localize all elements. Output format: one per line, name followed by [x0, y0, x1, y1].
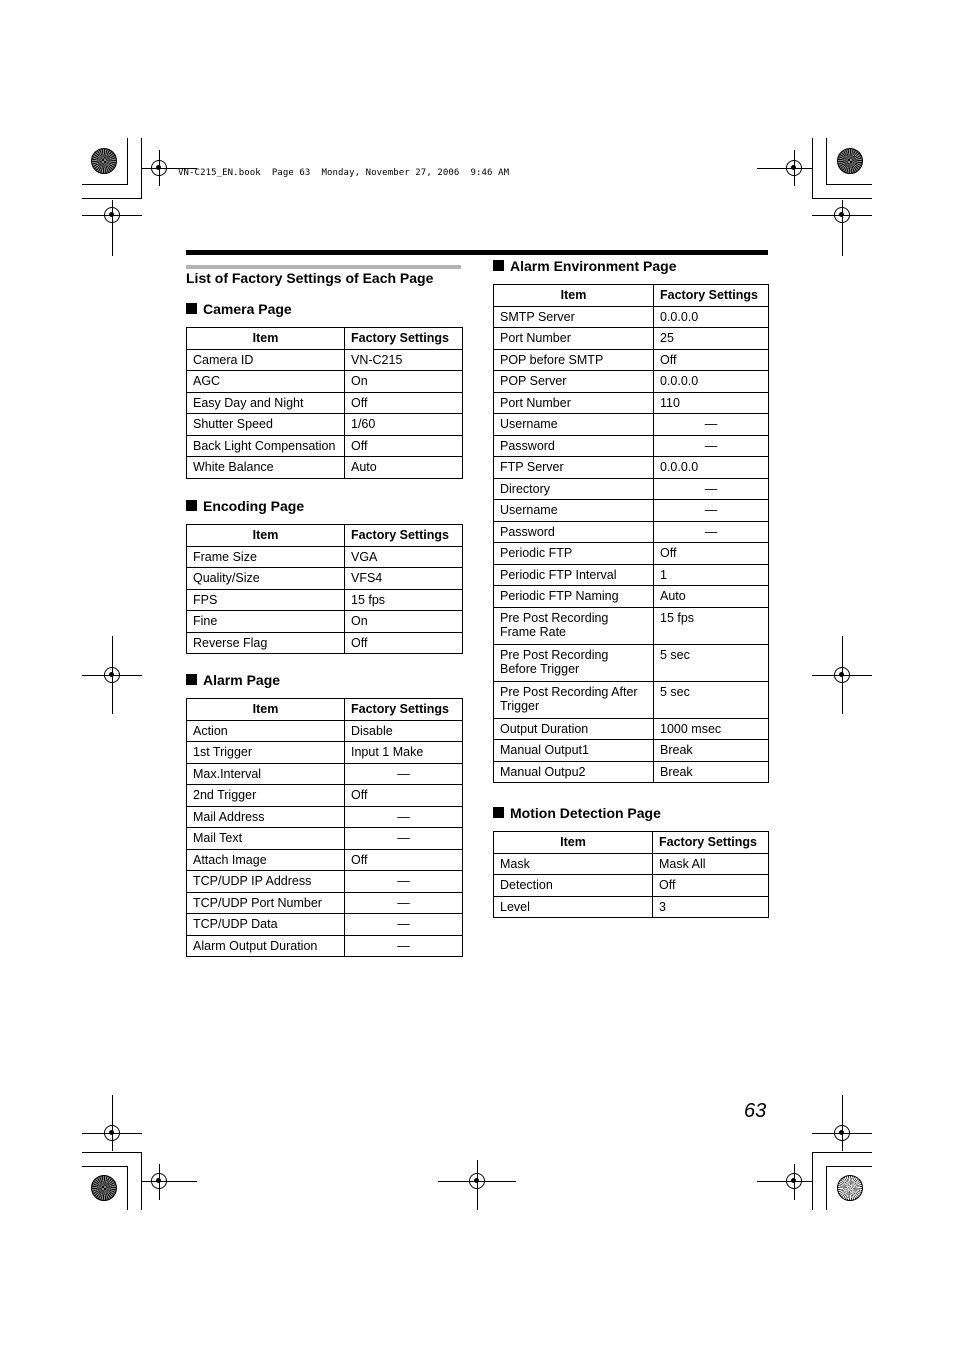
table-row [494, 586, 769, 608]
square-bullet-icon [186, 303, 197, 314]
crop-line [826, 1166, 827, 1210]
table-row [187, 849, 463, 871]
alarm-env-section-heading [493, 258, 677, 274]
factory-setting-cell: 15 fps [654, 607, 769, 644]
crop-line [112, 200, 113, 256]
crop-line [112, 636, 113, 714]
factory-setting-cell: — [345, 828, 463, 850]
crop-line [826, 1166, 872, 1167]
table-row [187, 546, 463, 568]
item-cell: Periodic FTP [494, 543, 654, 565]
item-cell: Port Number [494, 328, 654, 350]
factory-setting-cell: VFS4 [345, 568, 463, 590]
factory-setting-cell: Break [654, 761, 769, 783]
camera-table-body [187, 349, 463, 478]
item-line: Pre Post Recording [500, 647, 609, 662]
motion-section-title: Motion Detection Page [510, 805, 661, 821]
crop-line [142, 1181, 197, 1182]
crop-line [757, 168, 812, 169]
table-row [187, 349, 463, 371]
item-line: Before Trigger [500, 661, 580, 676]
crop-line [159, 1164, 160, 1200]
factory-setting-cell: Off [345, 392, 463, 414]
top-rule [186, 250, 768, 255]
camera-section-title: Camera Page [203, 301, 292, 317]
square-bullet-icon [493, 807, 504, 818]
table-row [187, 457, 463, 479]
encoding-settings-table [186, 524, 463, 654]
item-cell: TCP/UDP IP Address [187, 871, 345, 893]
encoding-section-heading [186, 498, 304, 514]
item-cell: Max.Interval [187, 763, 345, 785]
item-cell: Camera ID [187, 349, 345, 371]
factory-settings-column-header: Factory Settings [653, 832, 769, 854]
table-row [187, 935, 463, 957]
item-line: Frame Rate [500, 624, 566, 639]
table-row [187, 806, 463, 828]
factory-setting-cell: 0.0.0.0 [654, 457, 769, 479]
item-cell: Output Duration [494, 718, 654, 740]
table-row [494, 543, 769, 565]
item-cell: Directory [494, 478, 654, 500]
factory-setting-cell: Off [345, 849, 463, 871]
factory-setting-cell: Off [345, 632, 463, 654]
item-cell: Detection [494, 875, 653, 897]
table-row [494, 457, 769, 479]
item-cell: Username [494, 414, 654, 436]
table-row [494, 607, 769, 644]
item-cell: AGC [187, 371, 345, 393]
item-line: Pre Post Recording After [500, 684, 638, 699]
alarm-env-table-body [494, 306, 769, 783]
page-title: List of Factory Settings of Each Page [186, 270, 434, 286]
factory-setting-cell: 3 [653, 896, 769, 918]
crop-line [842, 200, 843, 256]
book-header: VN-C215_EN.book Page 63 Monday, November 27, 2006 9:46 AM [178, 168, 510, 178]
factory-setting-cell: — [345, 871, 463, 893]
factory-setting-cell: Mask All [653, 853, 769, 875]
table-row [187, 871, 463, 893]
factory-setting-cell: — [345, 935, 463, 957]
camera-section-heading [186, 301, 292, 317]
motion-table-body [494, 853, 769, 918]
crop-line [826, 184, 872, 185]
alarm-section-title: Alarm Page [203, 672, 281, 688]
table-row [494, 435, 769, 457]
factory-setting-cell: 0.0.0.0 [654, 371, 769, 393]
crop-line [812, 1152, 813, 1210]
table-row [494, 564, 769, 586]
item-cell: Manual Outpu2 [494, 761, 654, 783]
crop-line [112, 1095, 113, 1151]
table-row [494, 414, 769, 436]
table-row [494, 740, 769, 762]
item-cell: FTP Server [494, 457, 654, 479]
factory-setting-cell: Off [345, 435, 463, 457]
factory-setting-cell: Off [653, 875, 769, 897]
item-cell: 1st Trigger [187, 742, 345, 764]
item-cell: Back Light Compensation [187, 435, 345, 457]
factory-setting-cell: Input 1 Make [345, 742, 463, 764]
table-row [494, 853, 769, 875]
factory-setting-cell: Auto [345, 457, 463, 479]
color-wheel-icon [91, 148, 117, 174]
crop-line [159, 150, 160, 186]
factory-setting-cell: — [345, 763, 463, 785]
crop-line [82, 1166, 128, 1167]
table-row [187, 763, 463, 785]
crop-line [794, 150, 795, 186]
table-row [494, 718, 769, 740]
item-line: Pre Post Recording [500, 610, 609, 625]
item-cell: Periodic FTP Interval [494, 564, 654, 586]
page-number: 63 [744, 1100, 767, 1122]
item-cell: Mail Text [187, 828, 345, 850]
table-row [494, 500, 769, 522]
item-cell: Frame Size [187, 546, 345, 568]
table-row [187, 371, 463, 393]
factory-setting-cell: 1/60 [345, 414, 463, 436]
color-wheel-icon [837, 1175, 863, 1201]
factory-setting-cell: 15 fps [345, 589, 463, 611]
alarm-env-settings-table [493, 284, 769, 783]
factory-setting-cell: Disable [345, 720, 463, 742]
crop-line [127, 138, 128, 184]
encoding-table-body [187, 546, 463, 654]
factory-settings-column-header: Factory Settings [345, 328, 463, 350]
item-cell: Fine [187, 611, 345, 633]
item-cell: Alarm Output Duration [187, 935, 345, 957]
table-row [494, 681, 769, 718]
item-cell [494, 681, 654, 718]
factory-setting-cell: VGA [345, 546, 463, 568]
factory-setting-cell: 110 [654, 392, 769, 414]
item-cell: Password [494, 435, 654, 457]
factory-setting-cell: 5 sec [654, 681, 769, 718]
factory-setting-cell: Off [654, 349, 769, 371]
item-cell: Periodic FTP Naming [494, 586, 654, 608]
item-cell: Shutter Speed [187, 414, 345, 436]
table-row [494, 644, 769, 681]
motion-settings-table [493, 831, 769, 918]
crop-line [812, 138, 813, 198]
crop-line [826, 138, 827, 184]
table-row [494, 306, 769, 328]
factory-setting-cell: Break [654, 740, 769, 762]
crop-line [812, 198, 872, 199]
table-row [187, 632, 463, 654]
factory-setting-cell: 5 sec [654, 644, 769, 681]
factory-setting-cell: 1 [654, 564, 769, 586]
item-cell [494, 607, 654, 644]
factory-setting-cell: — [654, 478, 769, 500]
camera-settings-table [186, 327, 463, 479]
item-column-header: Item [187, 525, 345, 547]
item-cell: Username [494, 500, 654, 522]
table-row [494, 478, 769, 500]
item-cell: Action [187, 720, 345, 742]
table-row [187, 828, 463, 850]
square-bullet-icon [186, 500, 197, 511]
factory-setting-cell: — [654, 521, 769, 543]
item-cell: TCP/UDP Data [187, 914, 345, 936]
item-column-header: Item [494, 285, 654, 307]
factory-setting-cell: Off [654, 543, 769, 565]
crop-line [477, 1160, 478, 1210]
factory-setting-cell: 1000 msec [654, 718, 769, 740]
table-row [187, 914, 463, 936]
item-column-header: Item [187, 328, 345, 350]
factory-setting-cell: — [345, 806, 463, 828]
alarm-table-body [187, 720, 463, 957]
item-cell: SMTP Server [494, 306, 654, 328]
item-cell: Level [494, 896, 653, 918]
item-cell: Quality/Size [187, 568, 345, 590]
crop-line [82, 198, 142, 199]
table-row [187, 720, 463, 742]
item-cell: Mask [494, 853, 653, 875]
item-cell: TCP/UDP Port Number [187, 892, 345, 914]
crop-line [812, 1152, 872, 1153]
crop-line [842, 1095, 843, 1151]
table-row [187, 568, 463, 590]
table-row [494, 896, 769, 918]
factory-settings-column-header: Factory Settings [345, 699, 463, 721]
table-row [187, 414, 463, 436]
encoding-section-title: Encoding Page [203, 498, 305, 514]
table-row [187, 742, 463, 764]
table-row [494, 761, 769, 783]
table-row [187, 892, 463, 914]
factory-setting-cell: — [345, 914, 463, 936]
item-cell: 2nd Trigger [187, 785, 345, 807]
item-cell: POP before SMTP [494, 349, 654, 371]
crop-line [127, 1166, 128, 1210]
item-cell: Attach Image [187, 849, 345, 871]
item-cell: White Balance [187, 457, 345, 479]
table-row [187, 589, 463, 611]
table-row [187, 392, 463, 414]
factory-setting-cell: Off [345, 785, 463, 807]
crop-line [842, 636, 843, 714]
table-row [494, 349, 769, 371]
color-wheel-icon [837, 148, 863, 174]
factory-setting-cell: — [654, 500, 769, 522]
table-row [187, 435, 463, 457]
item-column-header: Item [494, 832, 653, 854]
item-cell: Easy Day and Night [187, 392, 345, 414]
factory-setting-cell: VN-C215 [345, 349, 463, 371]
item-cell: Mail Address [187, 806, 345, 828]
alarm-settings-table [186, 698, 463, 957]
factory-setting-cell: On [345, 611, 463, 633]
factory-setting-cell: Auto [654, 586, 769, 608]
table-row [494, 875, 769, 897]
factory-setting-cell: 0.0.0.0 [654, 306, 769, 328]
item-cell: Port Number [494, 392, 654, 414]
crop-line [82, 1152, 142, 1153]
table-row [494, 328, 769, 350]
factory-setting-cell: — [654, 435, 769, 457]
factory-setting-cell: 25 [654, 328, 769, 350]
color-wheel-icon [91, 1175, 117, 1201]
item-column-header: Item [187, 699, 345, 721]
item-cell: FPS [187, 589, 345, 611]
square-bullet-icon [186, 674, 197, 685]
crop-line [794, 1164, 795, 1200]
motion-section-heading [493, 805, 661, 821]
alarm-env-section-title: Alarm Environment Page [510, 258, 677, 274]
crop-line [757, 1181, 812, 1182]
alarm-section-heading [186, 672, 280, 688]
table-row [494, 371, 769, 393]
square-bullet-icon [493, 260, 504, 271]
factory-setting-cell: — [654, 414, 769, 436]
table-row [494, 392, 769, 414]
factory-settings-column-header: Factory Settings [345, 525, 463, 547]
table-row [494, 521, 769, 543]
item-cell: Manual Output1 [494, 740, 654, 762]
table-row [187, 611, 463, 633]
factory-settings-column-header: Factory Settings [654, 285, 769, 307]
factory-setting-cell: — [345, 892, 463, 914]
item-cell: Reverse Flag [187, 632, 345, 654]
factory-setting-cell: On [345, 371, 463, 393]
crop-line [82, 184, 128, 185]
item-cell [494, 644, 654, 681]
title-rule [186, 265, 461, 269]
item-cell: Password [494, 521, 654, 543]
table-row [187, 785, 463, 807]
item-cell: POP Server [494, 371, 654, 393]
item-line: Trigger [500, 698, 540, 713]
